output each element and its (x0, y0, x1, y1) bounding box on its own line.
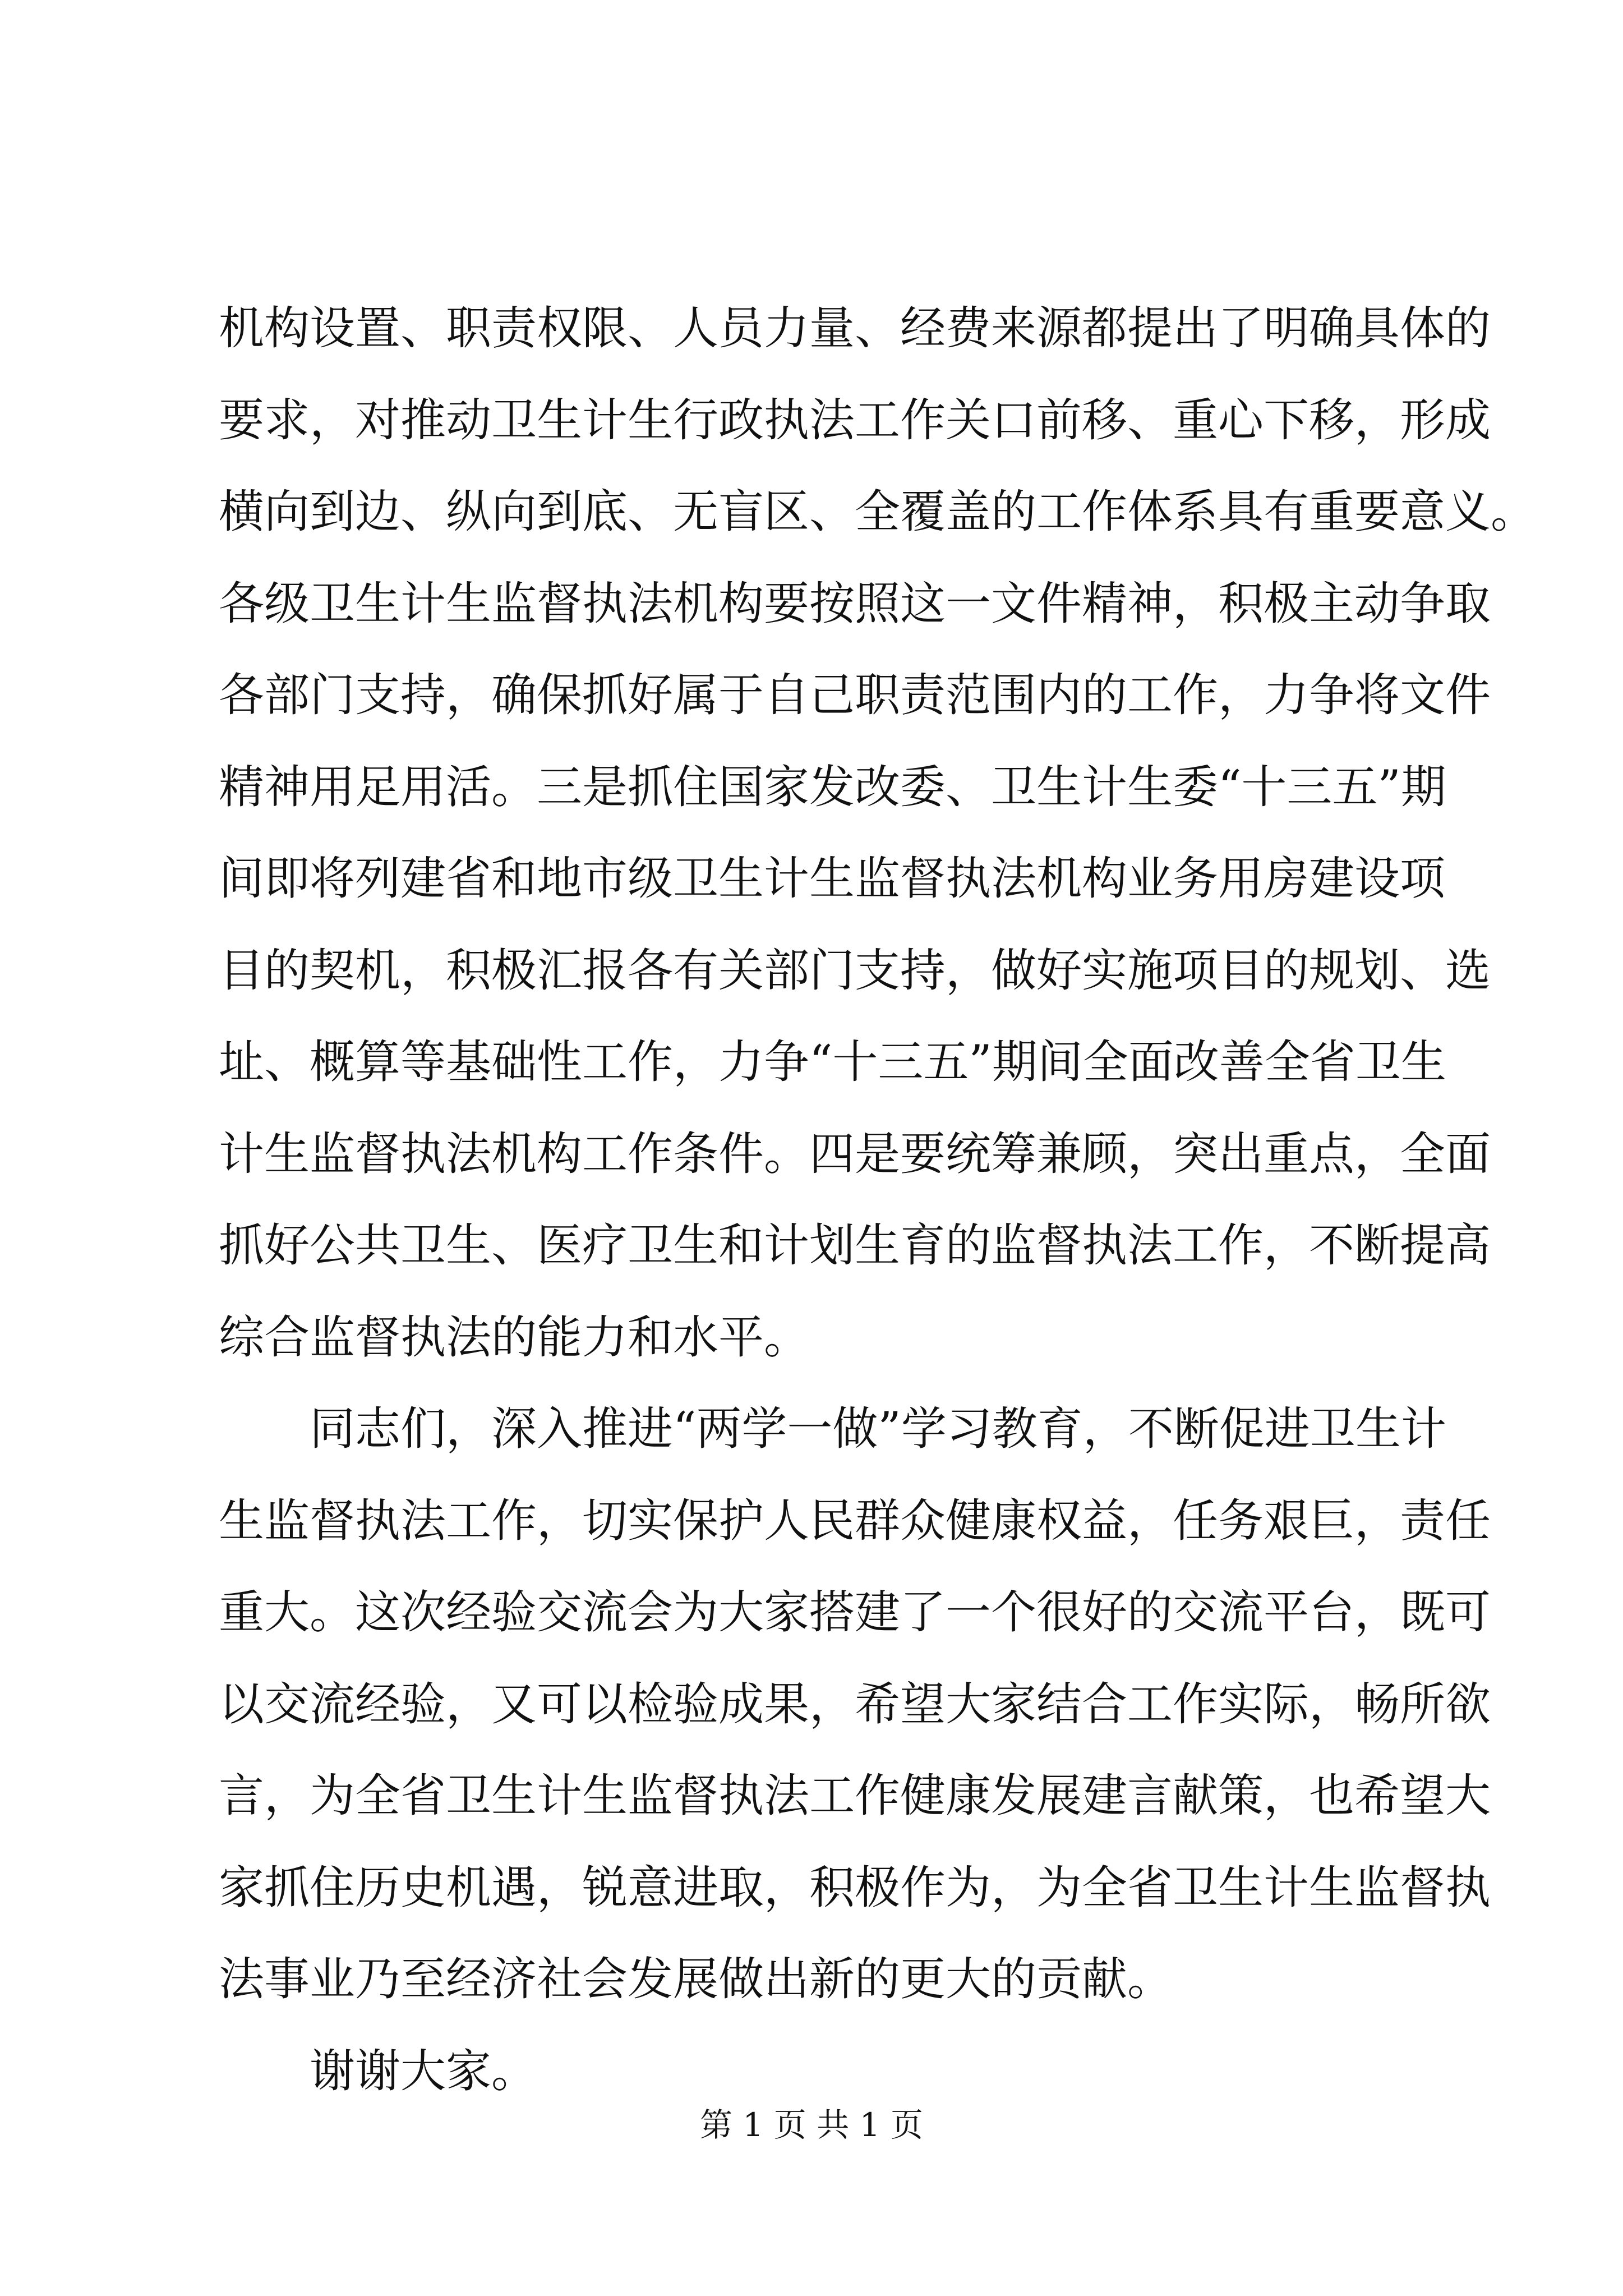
text-line: 重大。这次经验交流会为大家搭建了一个很好的交流平台，既可 (219, 1586, 1491, 1639)
text-line: 各级卫生计生监督执法机构要按照这一文件精神，积极主动争取 (219, 577, 1491, 631)
text-line: 家抓住历史机遇，锐意进取，积极作为，为全省卫生计生监督执 (219, 1861, 1491, 1915)
text-line: 精神用足用活。三是抓住国家发改委、卫生计生委“十三五”期 (219, 761, 1446, 814)
paragraph-2 (219, 1384, 1491, 2026)
text-line: 综合监督执法的能力和水平。 (219, 1311, 810, 1364)
text-line: 间即将列建省和地市级卫生计生监督执法机构业务用房建设项 (219, 853, 1446, 905)
document-body (219, 283, 1537, 2118)
text-line: 址、概算等基础性工作，力争“十三五”期间全面改善全省卫生 (219, 1036, 1446, 1089)
text-line: 抓好公共卫生、医疗卫生和计划生育的监督执法工作，不断提高 (219, 1220, 1491, 1272)
text-line: 目的契机，积极汇报各有关部门支持，做好实施项目的规划、选 (219, 944, 1491, 997)
text-line: 法事业乃至经济社会发展做出新的更大的贡献。 (219, 1953, 1173, 2006)
text-line: 以交流经验，又可以检验成果，希望大家结合工作实际，畅所欲 (219, 1678, 1491, 1731)
text-line: 谢谢大家。 (310, 2045, 537, 2098)
text-line: 生监督执法工作，切实保护人民群众健康权益，任务艰巨，责任 (219, 1494, 1491, 1548)
page-number-footer: 第 1 页 共 1 页 (700, 2106, 923, 2144)
text-line: 计生监督执法机构工作条件。四是要统筹兼顾，突出重点，全面 (219, 1128, 1491, 1181)
text-line: 机构设置、职责权限、人员力量、经费来源都提出了明确具体的 (219, 302, 1491, 355)
text-line: 要求，对推动卫生计生行政执法工作关口前移、重心下移，形成 (219, 394, 1491, 447)
text-line: 横向到边、纵向到底、无盲区、全覆盖的工作体系具有重要意义。 (219, 486, 1537, 539)
text-line: 同志们，深入推进“两学一做”学习教育，不断促进卫生计 (310, 1403, 1446, 1456)
paragraph-1 (219, 283, 1537, 1384)
text-line: 各部门支持，确保抓好属于自己职责范围内的工作，力争将文件 (219, 669, 1491, 722)
text-line: 言，为全省卫生计生监督执法工作健康发展建言献策，也希望大 (219, 1770, 1491, 1823)
